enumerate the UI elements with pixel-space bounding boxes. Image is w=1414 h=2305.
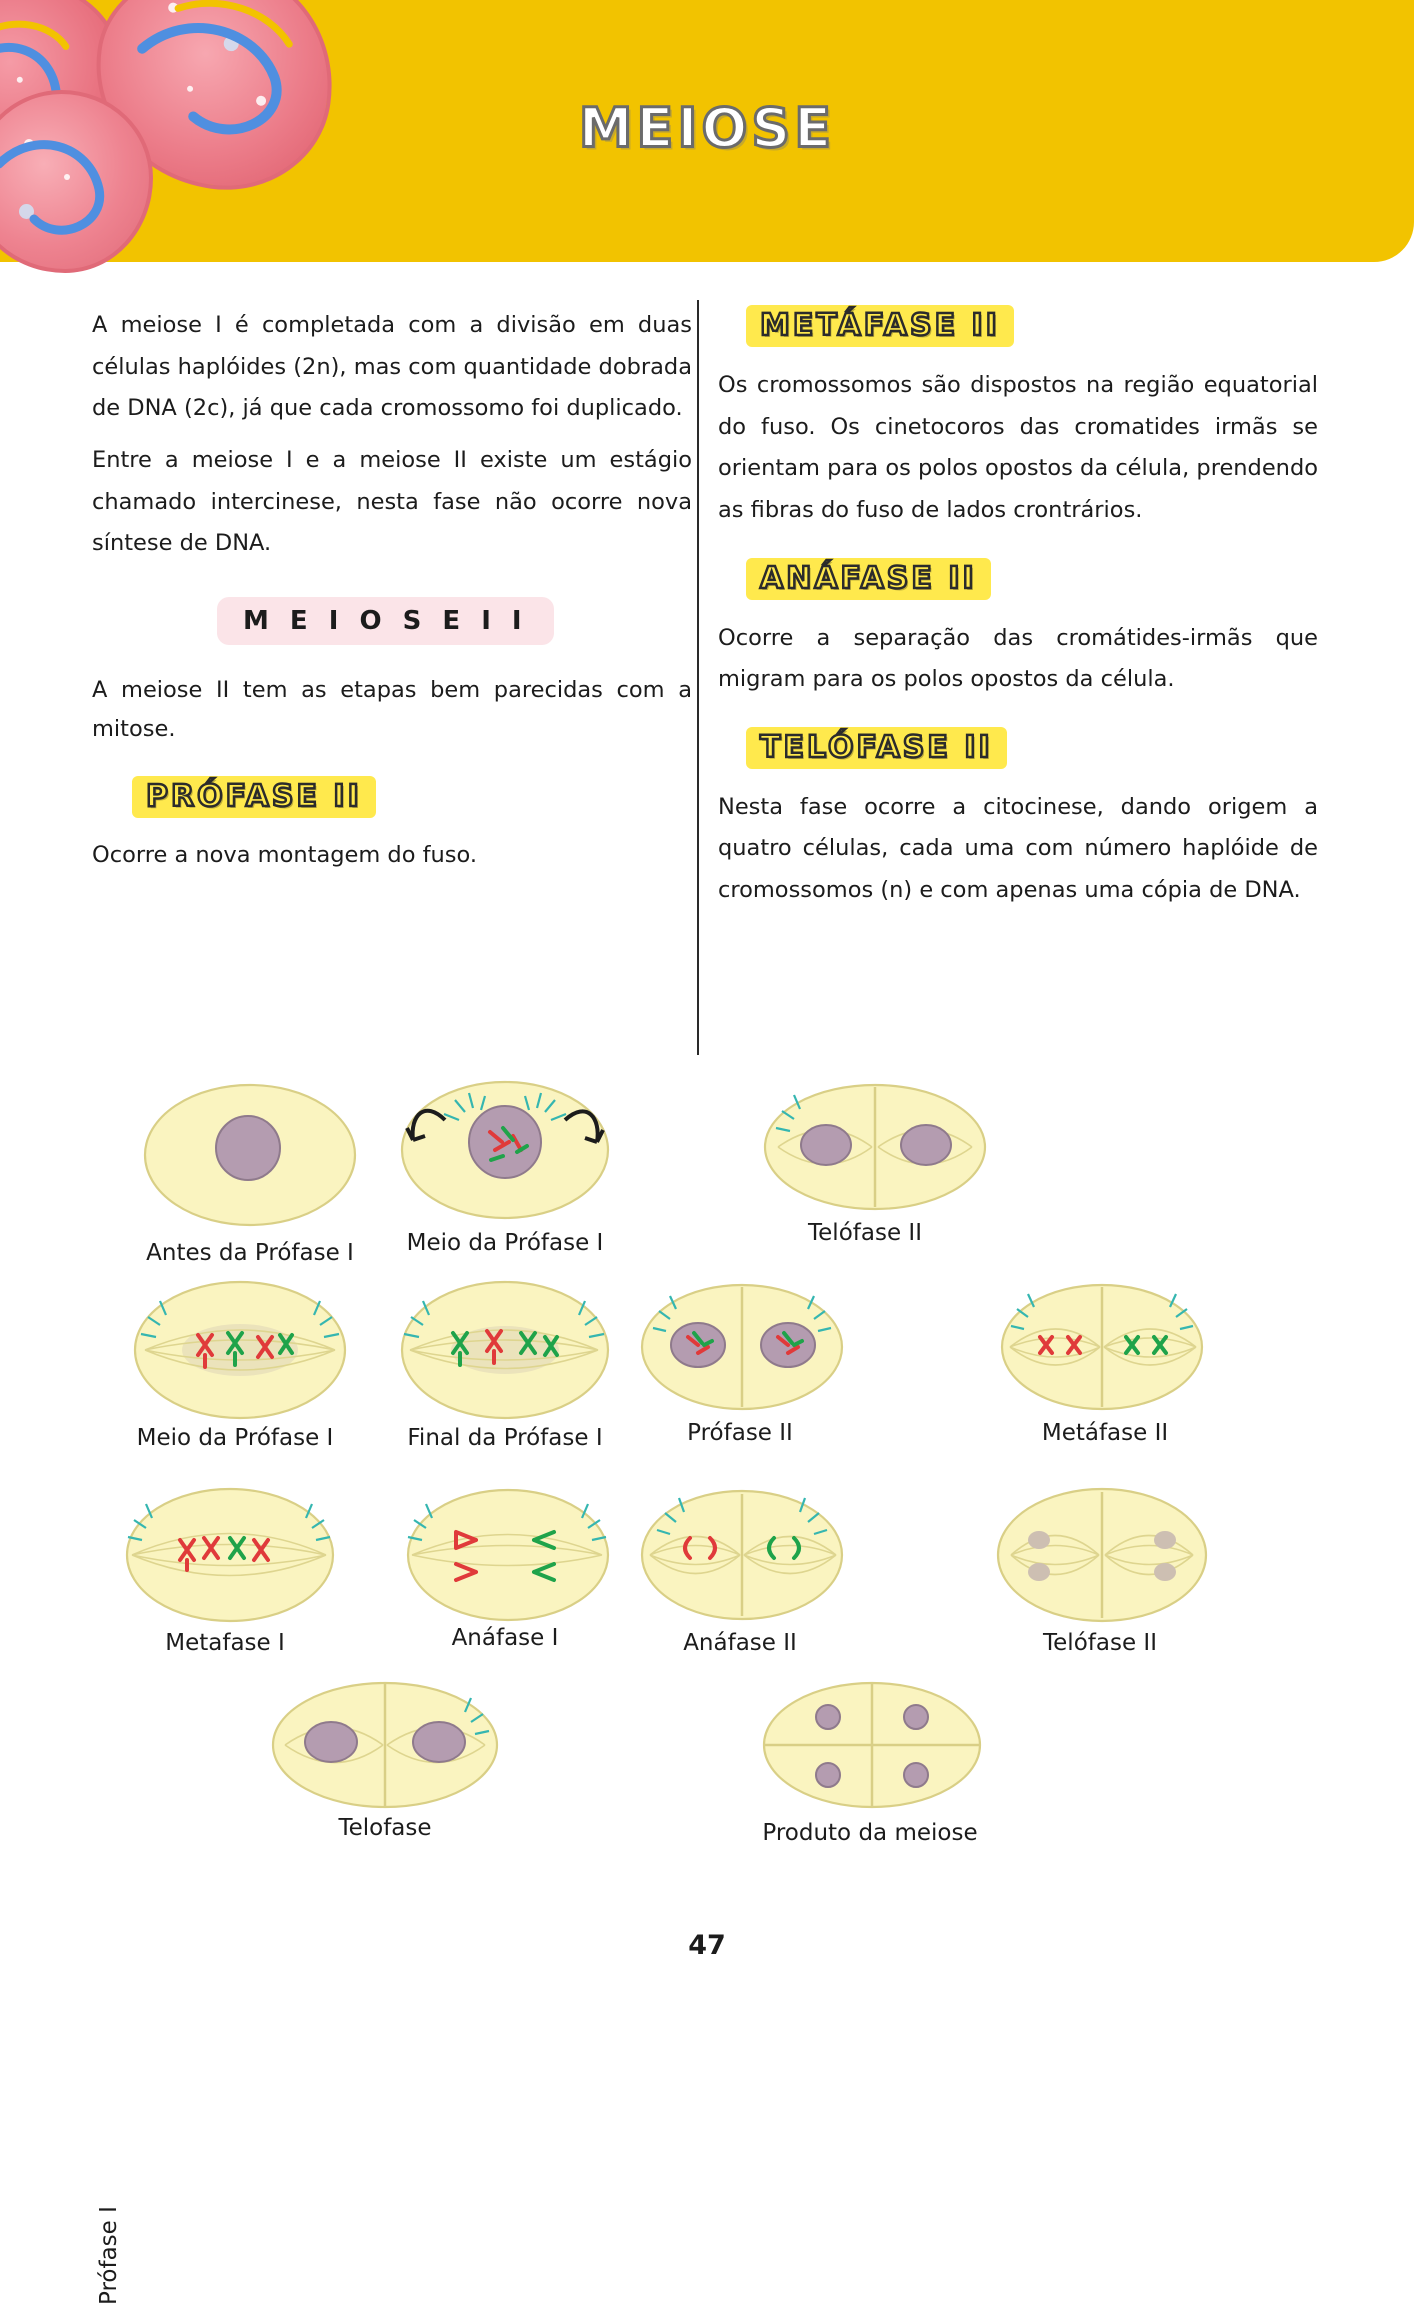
paragraph-intercinese: Entre a meiose I e a meiose II existe um estágio chamado intercinese, nesta fase não ocorre nova síntese de DNA. [92,446,692,557]
figure-cell-metafase-i [120,1480,340,1630]
figure-label-1: Antes da Prófase I [146,1240,354,1266]
figure-cell-profase-ii [640,1275,845,1420]
page-title: MEIOSE [578,96,836,160]
heading-telofase-ii: TELÓFASE II [746,727,1007,769]
paragraph-meiose-i: A meiose I é completada com a divisão em duas células haplóides (2n), mas com quantidade dobrada de DNA (2c), já que cada cromossomo foi duplicado. [92,312,692,422]
figure-label-9: Prófase II [687,1420,793,1446]
decorative-cell-icon-3 [0,90,153,273]
figure-cell-telofase-ii-top [760,1075,990,1220]
paragraph-meiose-ii-intro: A meiose II tem as etapas bem parecidas com a mitose. [92,676,692,743]
figure-cell-telofase-ii-bottom [995,1480,1210,1630]
heading-metafase-ii-wrap [746,305,1318,355]
figure-label-11: Anáfase II [683,1630,797,1656]
figure-label-6: Anáfase I [451,1625,559,1651]
figure-label-8: Telófase II [808,1220,922,1246]
figure-cell-metafase-ii [1000,1275,1205,1420]
heading-metafase-ii: METÁFASE II [746,305,1014,347]
heading-telofase-ii-wrap [746,727,1318,777]
figure-label-5: Metafase I [165,1630,285,1656]
figure-label-7: Telofase [338,1815,432,1841]
left-column [92,305,692,885]
heading-profase-ii: PRÓFASE II [132,776,376,818]
heading-anafase-ii-wrap [746,558,1318,608]
figure-label-2: Meio da Prófase I [406,1230,604,1256]
figure-cell-anafase-i [398,1480,618,1630]
paragraph-metafase-ii: Os cromossomos são dispostos na região equatorial do fuso. Os cinetocoros das cromatides irmãs se orientam para os polos opostos da célula, prendendo as fibras do fuso de lados crontrários. [718,372,1318,523]
figure-cell-anafase-ii [640,1480,845,1630]
paragraph-telofase-ii: Nesta fase ocorre a citocinese, dando origem a quatro células, cada uma com número haplóide de cromossomos (n) e com apenas uma cópia de DNA. [718,793,1318,903]
figure-label-3: Meio da Prófase I [136,1425,334,1451]
figure-label-12: Telófase II [1043,1630,1157,1656]
right-column [718,305,1318,922]
figure-cell-meio-profase-i-2 [130,1275,350,1425]
figure-label-4: Final da Prófase I [407,1425,603,1451]
page-header [0,0,1414,262]
figure-cell-telofase [265,1670,505,1820]
figure-cell-final-profase-i [395,1275,615,1425]
figure-axis-label: Prófase I [96,2206,122,2305]
figure-cell-antes-profase-i [140,1080,360,1230]
page-number: 47 [688,1930,726,1961]
section-pill-meiose-ii: M E I O S E I I [217,597,554,645]
column-divider [697,300,699,1055]
figure-label-13: Produto da meiose [762,1820,978,1846]
heading-profase-ii-wrap [132,776,692,826]
figure-cell-meio-profase-i [395,1070,615,1220]
figure-cell-produto-meiose [760,1675,985,1815]
figure-panel [0,1060,1414,2305]
paragraph-profase-ii: Ocorre a nova montagem do fuso. [92,841,478,868]
figure-label-10: Metáfase II [1041,1420,1169,1446]
paragraph-anafase-ii: Ocorre a separação das cromátides-irmãs que migram para os polos opostos da célula. [718,624,1318,693]
heading-anafase-ii: ANÁFASE II [746,558,991,600]
